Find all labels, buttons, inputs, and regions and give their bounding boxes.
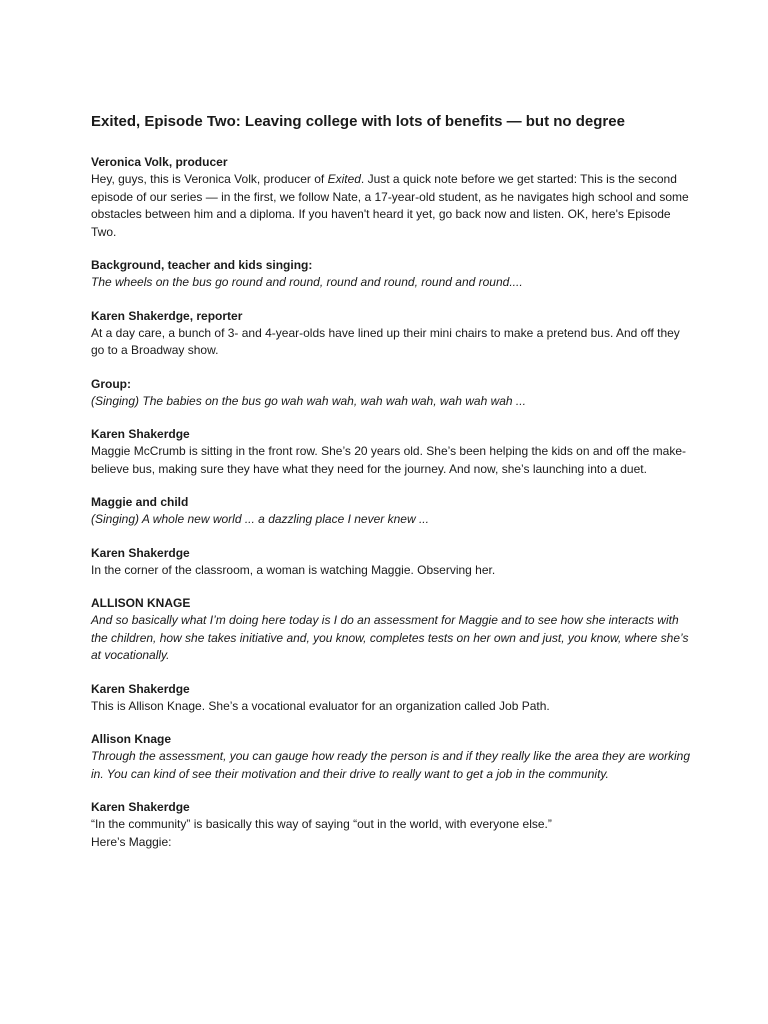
transcript-block-karen-3 (91, 545, 691, 580)
transcript-text: In the corner of the classroom, a woman is watching Maggie. Observing her. (91, 562, 496, 577)
speaker-label: Maggie and child (91, 495, 189, 509)
document-page (91, 112, 691, 867)
transcript-block-karen-2 (91, 426, 691, 478)
speaker-label: Karen Shakerdge (91, 681, 190, 696)
speaker-label: Allison Knage (91, 732, 172, 746)
transcript-block-background (91, 257, 691, 292)
transcript-block-allison (91, 731, 691, 783)
transcript-block-karen-5 (91, 799, 691, 851)
transcript-text: The wheels on the bus go round and round, round and round, round and round.... (91, 275, 523, 289)
transcript-text: (Singing) The babies on the bus go wah wah wah, wah wah wah, wah wah wah ... (91, 393, 526, 408)
speaker-label: ALLISON KNAGE (91, 596, 191, 610)
transcript-text: And so basically what I’m doing here today is I do an assessment for Maggie and to see how she interacts with the children, how she takes initiative and, you know, completes tests on her own and just, you know, where she’s at vocationally. (91, 613, 689, 662)
speaker-label: Karen Shakerdge (91, 545, 190, 560)
transcript-text: Through the assessment, you can gauge how ready the person is and if they really like the area they are working in. You can kind of see their motivation and their drive to really want to get a job in the community. (91, 749, 691, 781)
speaker-label: Karen Shakerdge, reporter (91, 308, 243, 323)
transcript-text: This is Allison Knage. She’s a vocational evaluator for an organization called Job Path. (91, 698, 550, 713)
transcript-text: Here’s Maggie: (91, 834, 172, 849)
speaker-label: Karen Shakerdge (91, 427, 190, 441)
speaker-label: Group: (91, 376, 131, 391)
transcript-text: Hey, guys, this is Veronica Volk, producer of Exited. Just a quick note before we get started: This is the second episode of our series — in the first, we follow Nate, a 17-year-old student, as he navigates high school and some obstacles between him and a diploma. If you haven't heard it yet, go back now and listen. OK, here's Episode Two. (91, 172, 689, 239)
transcript-block-group (91, 376, 691, 411)
speaker-label: Karen Shakerdge (91, 800, 190, 814)
transcript-block-allison-caps (91, 595, 691, 665)
transcript-text: “In the community” is basically this way of saying “out in the world, with everyone else.” (91, 817, 552, 831)
transcript-text: Maggie McCrumb is sitting in the front row. She’s 20 years old. She’s been helping the kids on and off the make-believe bus, making sure they have what they need for the journey. And now, she’s launching into a duet. (91, 444, 687, 476)
transcript-block-veronica (91, 154, 691, 241)
transcript-block-maggie-child (91, 494, 691, 529)
document-title: Exited, Episode Two: Leaving college with lots of benefits — but no degree (91, 113, 625, 130)
transcript-block-karen-4 (91, 681, 691, 716)
speaker-label: Veronica Volk, producer (91, 155, 228, 169)
transcript-text: (Singing) A whole new world ... a dazzling place I never knew ... (91, 512, 429, 526)
transcript-text: At a day care, a bunch of 3- and 4-year-olds have lined up their mini chairs to make a pretend bus. And off they go to a Broadway show. (91, 325, 680, 357)
transcript-block-karen-reporter (91, 308, 691, 360)
speaker-label: Background, teacher and kids singing: (91, 258, 313, 272)
show-title-emphasis: Exited (327, 172, 361, 186)
